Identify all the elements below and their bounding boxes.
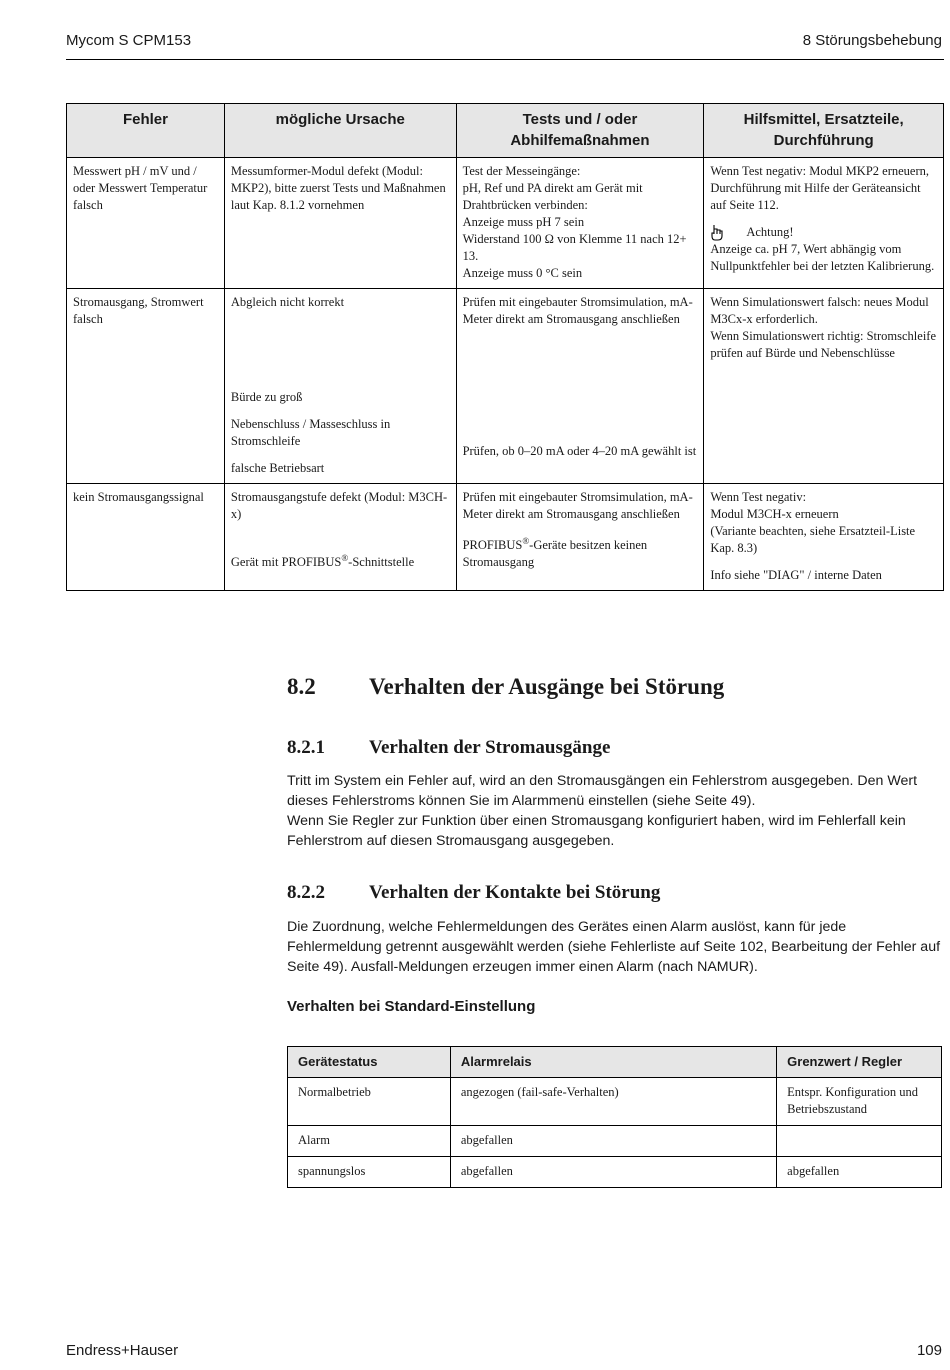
cell-ursache (224, 484, 456, 591)
cell-status: Alarm (288, 1126, 451, 1157)
column-header-alarmrelais: Alarmrelais (450, 1047, 776, 1078)
section-8-2-2-text (287, 917, 943, 977)
test-line: Anzeige muss pH 7 sein (462, 215, 585, 229)
section-heading-8-2-1 (287, 737, 610, 759)
hilfe-text: Wenn Simulationswert richtig: Stromschleife prüfen auf Bürde und Nebenschlüsse (710, 329, 937, 360)
ursache-line: Stromausgangstufe defekt (Modul: M3CH-x) (230, 490, 448, 521)
test-text: PROFIBUS (462, 538, 523, 553)
cell-fehler: Messwert pH / mV und / oder Messwert Temperatur falsch (67, 158, 225, 289)
cell-alarmrelais: angezogen (fail-safe-Verhalten) (450, 1078, 776, 1126)
hilfe-text: Info siehe "DIAG" / interne Daten (710, 568, 882, 582)
page-number: 109 (916, 1342, 942, 1359)
hilfe-text: (Variante beachten, siehe Ersatzteil-Liste Kap. 8.3) (710, 524, 916, 555)
pointing-hand-icon (710, 224, 724, 241)
ursache-line (231, 550, 450, 571)
table-row (67, 158, 944, 289)
hilfe-text: Modul M3CH-x erneuern (710, 507, 839, 521)
cell-alarmrelais: abgefallen (450, 1157, 776, 1188)
section-title: Verhalten der Kontakte bei Störung (369, 882, 661, 903)
table-row (67, 484, 944, 591)
cell-status: Normalbetrieb (288, 1078, 451, 1126)
hilfe-text: Wenn Test negativ: (710, 490, 807, 504)
status-table (287, 1046, 942, 1188)
cell-hilfsmittel (704, 289, 944, 484)
subheading-standard-settings: Verhalten bei Standard-Einstellung (287, 998, 536, 1015)
cell-tests (456, 289, 704, 484)
column-header-fehler: Fehler (67, 104, 225, 158)
registered-mark: ® (341, 553, 349, 563)
header-rule (66, 59, 944, 60)
table-header-row (288, 1047, 942, 1078)
cell-hilfsmittel (704, 158, 944, 289)
test-line (463, 533, 698, 571)
table-header-row (67, 104, 944, 158)
ursache-text: Gerät mit PROFIBUS (230, 555, 342, 570)
table-row (288, 1157, 942, 1188)
cell-tests (456, 484, 704, 591)
test-line: Widerstand 100 Ω von Klemme 11 nach 12+ 13. (462, 232, 687, 263)
paragraph: Die Zuordnung, welche Fehlermeldungen des Gerätes einen Alarm auslöst, kann für jede Fehlermeldung getrennt ausgewählt werden (siehe Fehlerliste auf Seite 102, Bearbeitung der Fehler auf Seite 49). Ausfall-Meldungen erzeugen immer einen Alarm (nach NAMUR). (287, 919, 941, 975)
cell-alarmrelais: abgefallen (450, 1126, 776, 1157)
cell-fehler: kein Stromausgangssignal (67, 484, 225, 591)
section-8-2-1-text (287, 771, 943, 851)
paragraph: Wenn Sie Regler zur Funktion über einen Stromausgang konfiguriert haben, wird im Fehlerfall kein Fehlerstrom auf diesen Stromausgang ausgegeben. (287, 813, 906, 849)
hilfe-text: Wenn Simulationswert falsch: neues Modul M3Cx-x erforderlich. (710, 295, 929, 326)
column-header-tests: Tests und / oder Abhilfemaßnahmen (456, 104, 704, 158)
section-heading-8-2-2 (287, 882, 660, 904)
ursache-line: Abgleich nicht korrekt (230, 295, 345, 309)
test-line: Prüfen mit eingebauter Stromsimulation, mA-Meter direkt am Stromausgang anschließen (462, 295, 693, 326)
cell-grenzwert: abgefallen (777, 1157, 942, 1188)
test-line: Anzeige muss 0 °C sein (462, 266, 583, 280)
ursache-line: falsche Betriebsart (230, 461, 325, 475)
test-text: -Geräte besitzen keinen Stromausgang (462, 538, 648, 570)
registered-mark: ® (522, 536, 530, 546)
header-chapter-title: 8 Störungsbehebung (802, 32, 942, 49)
column-header-hilfsmittel: Hilfsmittel, Ersatzteile, Durchführung (704, 104, 944, 158)
cell-ursache: Messumformer-Modul defekt (Modul: MKP2), bitte zuerst Tests und Maßnahmen laut Kap. 8.1.2 vornehmen (224, 158, 456, 289)
cell-ursache (224, 289, 456, 484)
section-title: Verhalten der Ausgänge bei Störung (369, 674, 725, 699)
cell-grenzwert: Entspr. Konfiguration und Betriebszustand (777, 1078, 942, 1126)
achtung-line (710, 224, 937, 241)
column-header-geraetestatus: Gerätestatus (288, 1047, 451, 1078)
test-line: Prüfen, ob 0–20 mA oder 4–20 mA gewählt ist (462, 444, 697, 458)
ursache-line: Nebenschluss / Masseschluss in Stromschleife (230, 417, 391, 448)
cell-hilfsmittel (704, 484, 944, 591)
test-line: pH, Ref und PA direkt am Gerät mit Drahtbrücken verbinden: (462, 181, 643, 212)
cell-tests (456, 158, 704, 289)
section-number: 8.2.2 (287, 882, 325, 903)
table-row (288, 1078, 942, 1126)
ursache-text: -Schnittstelle (348, 555, 415, 570)
header-product-name: Mycom S CPM153 (66, 32, 192, 49)
achtung-label: Achtung! (746, 225, 794, 239)
test-line: Test der Messeingänge: (462, 164, 581, 178)
cell-grenzwert (777, 1126, 942, 1157)
cell-fehler: Stromausgang, Stromwert falsch (67, 289, 225, 484)
paragraph: Tritt im System ein Fehler auf, wird an den Stromausgängen ein Fehlerstrom ausgegeben. Den Wert dieses Fehlerstroms können Sie im Alarmmenü einstellen (siehe Seite 49). (287, 773, 918, 809)
section-number: 8.2 (287, 674, 316, 699)
hilfe-text: Wenn Test negativ: Modul MKP2 erneuern, Durchführung mit Hilfe der Geräteansicht auf Seite 112. (710, 164, 929, 212)
column-header-ursache: mögliche Ursache (224, 104, 456, 158)
hilfe-text: Anzeige ca. pH 7, Wert abhängig vom Nullpunktfehler bei der letzten Kalibrierung. (710, 242, 935, 273)
table-row (288, 1126, 942, 1157)
footer-company: Endress+Hauser (66, 1342, 179, 1359)
table-row (67, 289, 944, 484)
section-number: 8.2.1 (287, 737, 325, 758)
section-title: Verhalten der Stromausgänge (369, 737, 611, 758)
cell-status: spannungslos (288, 1157, 451, 1188)
column-header-grenzwert: Grenzwert / Regler (777, 1047, 942, 1078)
ursache-line: Bürde zu groß (230, 390, 303, 404)
section-heading-8-2 (287, 674, 724, 700)
troubleshooting-table (66, 103, 944, 591)
test-line: Prüfen mit eingebauter Stromsimulation, mA-Meter direkt am Stromausgang anschließen (462, 490, 693, 521)
